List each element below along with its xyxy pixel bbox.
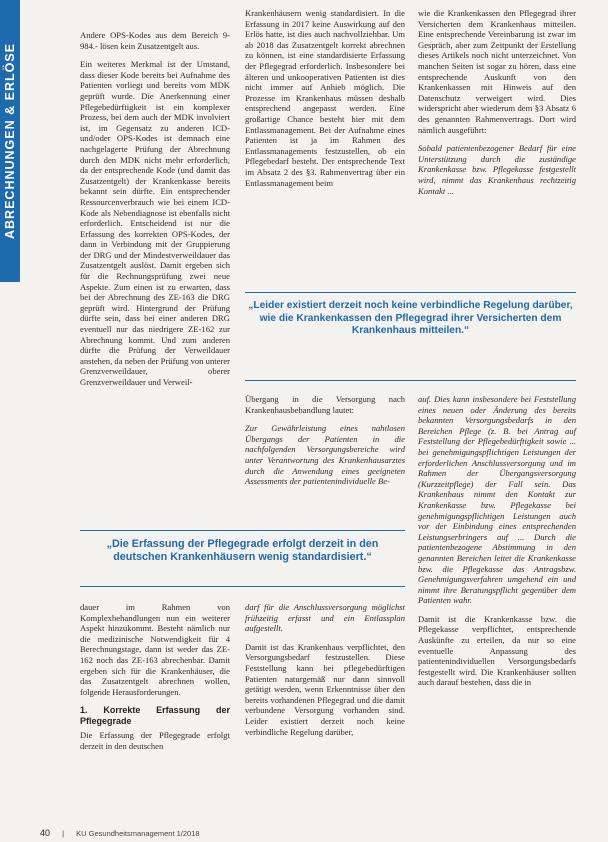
paragraph: Die Erfassung der Pflegegrade erfolgt derzeit in den deutschen: [80, 730, 230, 751]
quoted-paragraph: darf für die Anschlussversorgung möglichst frühzeitig erfasst und ein Entlassplan aufgestellt.: [245, 602, 405, 634]
quote-rule-bottom: [245, 380, 576, 381]
column-b-top: [245, 8, 405, 196]
paragraph: Übergang in die Versorgung nach Krankenhausbehandlung lautet:: [245, 394, 405, 415]
quoted-paragraph: Zur Gewährleistung eines nahtlosen Übergangs der Patienten in die nachfolgenden Versorgungsbereiche wird unter Verantwortung des Krankenhausarztes durch die Anwendung eines geeigneten Assessments der patientenindividuelle Be-: [245, 423, 405, 487]
column-b-middle: [245, 394, 405, 495]
column-c-middle: [418, 394, 576, 696]
paragraph: Ein weiteres Merkmal ist der Umstand, dass dieser Kode bereits bei Aufnahme des Patienten vorliegt und bereits vom MDK geprüft wurde. Die Anerkennung einer Pflegebedürftigkeit ist ein komplexer Prozess, bei dem auch der MDK involviert ist, im Gegensatz zu anderen ICD- und/oder OPS-Kodes ist demnach eine nachgelagerte Prüfung der Abrechnung durch den MDK nicht mehr erforderlich, da der entsprechende Kode (und damit das Zusatzentgelt) der Krankenkasse bereits bekannt sein dürfte. Ein entsprechender Ressourcenverbrauch wie bei einem ICD-Kode als Nebendiagnose ist ebenfalls nicht erforderlich. Entscheidend ist nur die Erfassung des korrekten OPS-Kodes, der dann in Verbindung mit der Gruppierung der DRG und der Mindestverweildauer das Zusatzentgelt auslöst. Damit ergeben sich für die Rechnungsprüfung zwei neue Aspekte. Zum einen ist zu erwarten, dass bei der Abrechnung des ZE-163 die DRG geprüft wird. Hintergrund der Prüfung dürfte sein, dass bei einer anderen DRG eventuell nur das niedrigere ZE-162 zur Abrechnung kommt. Und zum anderen dürfte die Prüfung der Verweildauer anstehen, da neben der Prüfung von unterer Grenzverweildauer, oberer Grenzverweildauer und Verweil-: [80, 59, 230, 387]
page-footer: [40, 828, 200, 838]
column-a-bottom: [80, 602, 230, 760]
pull-quote-1: „Leider existiert derzeit noch keine verbindliche Regelung darüber, wie die Krankenkassen den Pflegegrad ihrer Versicherten dem Krankenhaus mitteilen.“: [248, 300, 573, 337]
column-b-bottom: [245, 602, 405, 745]
paragraph: Damit ist die Krankenkasse bzw. die Pflegekasse verpflichtet, entsprechende Auskünfte zu erteilen, da nur so eine eventuelle Anpassung des patientenindividuellen Versorgungsbedarfs festgestellt wird. Die Krankenhäuser sollten auch darauf bestehen, dass die in: [418, 613, 576, 688]
quote-rule-top: [245, 292, 576, 293]
quote-rule-top: [80, 530, 405, 531]
section-label: ABRECHNUNGEN & ERLÖSE: [3, 42, 17, 240]
paragraph: wie die Krankenkassen den Pflegegrad ihrer Versicherten dem Krankenhaus mitteilen. Eine entsprechende Vereinbarung ist zwar im Gespräch, aber zum Zeitpunkt der Erstellung dieses Artikels noch nicht unterzeichnet. Von manchen Seiten ist sogar zu hören, dass eine entsprechende Auskunft von den Krankenkassen mit Hinweis auf den Datenschutz verweigert wird. Dies widerspricht aber wiederum dem §3 Absatz 6 des genannten Rahmenvertrags. Dort wird nämlich ausgeführt:: [418, 8, 576, 135]
pull-quote-2: „Die Erfassung der Pflegegrade erfolgt derzeit in den deutschen Krankenhäusern wenig standardisiert.“: [106, 538, 379, 564]
quoted-paragraph: Sobald patientenbezogener Bedarf für eine Unterstützung durch die zuständige Krankenkasse bzw. Pflegekasse festgestellt wird, nimmt das Krankenhaus rechtzeitig Kontakt ...: [418, 143, 576, 196]
journal-name: KU Gesundheitsmanagement 1/2018: [76, 829, 200, 838]
paragraph: dauer im Rahmen von Komplexbehandlungen nun ein weiterer Aspekt hinzukommt. Besteht nämlich nur die medizinische Notwendigkeit für 4 Berechnungstage, dann ist weder das ZE-162 noch das ZE-163 abrechenbar. Damit ergeben sich für die Krankenhäuser, die das Zusatzentgelt abrechnen wollen, folgende Herausforderungen.: [80, 602, 230, 697]
quote-rule-bottom: [80, 586, 405, 587]
column-a-top: [80, 30, 230, 396]
quoted-paragraph: auf. Dies kann insbesondere bei Feststellung eines neuen oder Änderung des bereits bekannten Versorgungsbedarfs in den Bereichen Pflege (z. B. bei Antrag auf Feststellung der Pflegebedürftigkeit sowie ... bei genehmigungspflichtigen Leistungen der erforderlichen Anschlussversorgung und im Rahmen der Übergangsversorgung (Kurzzeitpflege) der Fall sein. Das Krankenhaus nimmt den Kontakt zur Krankenkasse bzw. Pflegekasse bei genehmigungspflichtigen Leistungen auch vor der Einbindung eines entsprechenden Leistungserbringers auf ... Durch die patientenbezogene Abstimmung in den genannten Bereichen leitet die Krankenkasse bzw. die Pflegekasse das Antragsbzw. Genehmigungsverfahren umgehend ein und nimmt ihre Beratungspflicht gegenüber dem Patienten wahr.: [418, 394, 576, 606]
page-number: 40: [40, 828, 51, 838]
paragraph: Damit ist das Krankenhaus verpflichtet, den Versorgungsbedarf festzustellen. Diese Feststellung kann bei pflegebedürftigen Patienten naturgemäß nur dann sinnvoll getätigt werden, wenn Erkenntnisse über den bereits vorhandenen Pflegegrad und die damit verbundene Versorgung vorhanden sind. Leider existiert derzeit noch keine verbindliche Regelung darüber,: [245, 641, 405, 737]
footer-separator: |: [62, 829, 65, 838]
section-heading: 1. Korrekte Erfassung der Pflegegrade: [80, 705, 230, 727]
paragraph: Andere OPS-Kodes aus dem Bereich 9-984.- lösen kein Zusatzentgelt aus.: [80, 30, 230, 51]
column-c-top: [418, 8, 576, 204]
paragraph: Krankenhäusern wenig standardisiert. In die Erfassung in 2017 keine Auswirkung auf den Erlös hatte, ist dies auch nachvollziehbar. Um ab 2018 das Zusatzentgelt korrekt abrechnen zu können, ist eine standardisierte Erfassung der Pflegegrad erforderlich. Insbesondere bei älteren und unkooperativen Patienten ist dies nicht immer auf Anhieb möglich. Die Prozesse im Krankenhaus müssen deshalb entsprechend angepasst werden. Eine großartige Chance besteht hier mit dem Entlassmanagement. Bei der Aufnahme eines Patienten ist ja im Rahmen des Entlassmanagements festzustellen, ob ein Pflegebedarf besteht. Der entsprechende Text im Absatz 2 des §3. Rahmenvertrag über ein Entlassmanagement beim: [245, 8, 405, 188]
section-sidebar: [0, 0, 20, 282]
